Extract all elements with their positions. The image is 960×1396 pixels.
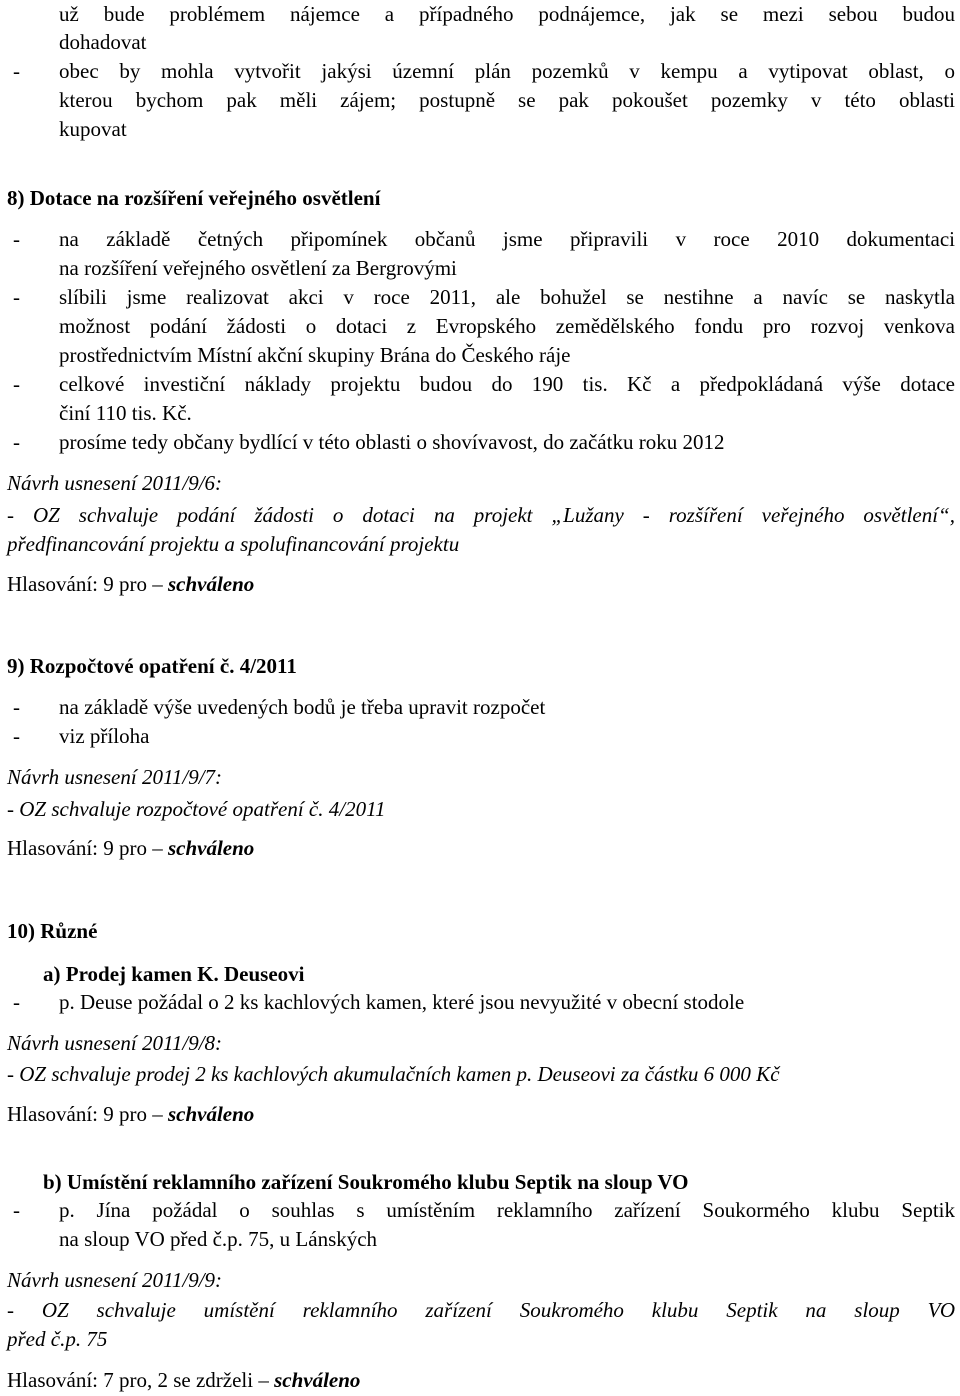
s8-resolution-line-2: předfinancování projektu a spolufinancování projektu <box>7 532 460 556</box>
s10-a-heading: a) Prodej kamen K. Deuseovi <box>43 962 305 986</box>
s9-bullet-2: viz příloha <box>59 724 150 748</box>
s9-vote <box>7 834 254 863</box>
bullet-dash: - <box>13 1198 20 1222</box>
s10-b-resolution-line-2: před č.p. 75 <box>7 1327 108 1351</box>
bullet-dash: - <box>13 59 20 83</box>
vote-result: schváleno <box>167 836 255 860</box>
bullet-dash: - <box>13 430 20 454</box>
s8-bullet-2-line-2: možnost podání žádosti o dotaci z Evropského zemědělského fondu pro rozvoj venkova <box>59 314 955 338</box>
s9-resolution-title: Návrh usnesení 2011/9/7: <box>7 765 223 789</box>
intro-bullet-line-3: kupovat <box>59 117 127 141</box>
s8-bullet-2-line-1: slíbili jsme realizovat akci v roce 2011, ale bohužel se nestihne a navíc se naskytla <box>59 285 955 309</box>
vote-label: Hlasování: 9 pro – <box>7 1102 168 1126</box>
s8-resolution-title: Návrh usnesení 2011/9/6: <box>7 471 223 495</box>
bullet-dash: - <box>13 724 20 748</box>
s10-a-resolution-title: Návrh usnesení 2011/9/8: <box>7 1031 223 1055</box>
s9-resolution-line-1: - OZ schvaluje rozpočtové opatření č. 4/2011 <box>7 797 386 821</box>
s9-bullet-1: na základě výše uvedených bodů je třeba upravit rozpočet <box>59 695 546 719</box>
bullet-dash: - <box>13 285 20 309</box>
vote-result: schváleno <box>167 572 255 596</box>
intro-line-2: dohadovat <box>59 30 147 54</box>
bullet-dash: - <box>13 227 20 251</box>
section-9-heading: 9) Rozpočtové opatření č. 4/2011 <box>7 654 297 678</box>
s8-resolution-line-1: - OZ schvaluje podání žádosti o dotaci na projekt „Lužany - rozšíření veřejného osvětlení“, <box>7 503 955 527</box>
s10-a-vote <box>7 1100 254 1129</box>
s8-bullet-1-line-1: na základě četných připomínek občanů jsme připravili v roce 2010 dokumentaci <box>59 227 955 251</box>
intro-line-1: už bude problémem nájemce a případného podnájemce, jak se mezi sebou budou <box>59 2 955 26</box>
bullet-dash: - <box>13 372 20 396</box>
bullet-dash: - <box>13 990 20 1014</box>
bullet-dash: - <box>13 695 20 719</box>
s10-b-bullet-1-line-1: p. Jína požádal o souhlas s umístěním reklamního zařízení Soukorméhо klubu Septik <box>59 1198 955 1222</box>
s10-b-resolution-line-1: - OZ schvaluje umístění reklamního zařízení Soukromého klubu Septik na sloup VO <box>7 1298 955 1322</box>
intro-bullet-line-2: kterou bychom pak měli zájem; postupně se pak pokoušet pozemky v této oblasti <box>59 88 955 112</box>
vote-label: Hlasování: 9 pro – <box>7 836 168 860</box>
vote-result: schváleno <box>274 1368 361 1392</box>
s10-b-bullet-1-line-2: na sloup VO před č.p. 75, u Lánských <box>59 1227 378 1251</box>
s8-bullet-3-line-2: činí 110 tis. Kč. <box>59 401 192 425</box>
section-8-heading: 8) Dotace na rozšíření veřejného osvětlení <box>7 186 381 210</box>
s10-b-vote <box>7 1366 360 1395</box>
s10-b-resolution-title: Návrh usnesení 2011/9/9: <box>7 1268 223 1292</box>
s8-bullet-2-line-3: prostřednictvím Místní akční skupiny Brána do Českého ráje <box>59 343 571 367</box>
s10-a-bullet-1: p. Deuse požádal o 2 ks kachlových kamen, které jsou nevyužité v obecní stodole <box>59 990 745 1014</box>
section-10-heading: 10) Různé <box>7 919 98 943</box>
vote-label: Hlasování: 9 pro – <box>7 572 168 596</box>
s8-vote <box>7 570 254 599</box>
s8-bullet-1-line-2: na rozšíření veřejného osvětlení za Bergrovými <box>59 256 457 280</box>
s10-a-resolution-line-1: - OZ schvaluje prodej 2 ks kachlových akumulačních kamen p. Deuseovi za částku 6 000 Kč <box>7 1062 780 1086</box>
s8-bullet-4-line-1: prosíme tedy občany bydlící v této oblasti o shovívavost, do začátku roku 2012 <box>59 430 725 454</box>
intro-bullet-line-1: obec by mohla vytvořit jakýsi územní plán pozemků v kempu a vytipovat oblast, o <box>59 59 955 83</box>
s8-bullet-3-line-1: celkové investiční náklady projektu budou do 190 tis. Kč a předpokládaná výše dotace <box>59 372 955 396</box>
vote-result: schváleno <box>167 1102 255 1126</box>
s10-b-heading: b) Umístění reklamního zařízení Soukromého klubu Septik na sloup VO <box>43 1170 689 1194</box>
vote-label: Hlasování: 7 pro, 2 se zdrželi – <box>7 1368 275 1392</box>
